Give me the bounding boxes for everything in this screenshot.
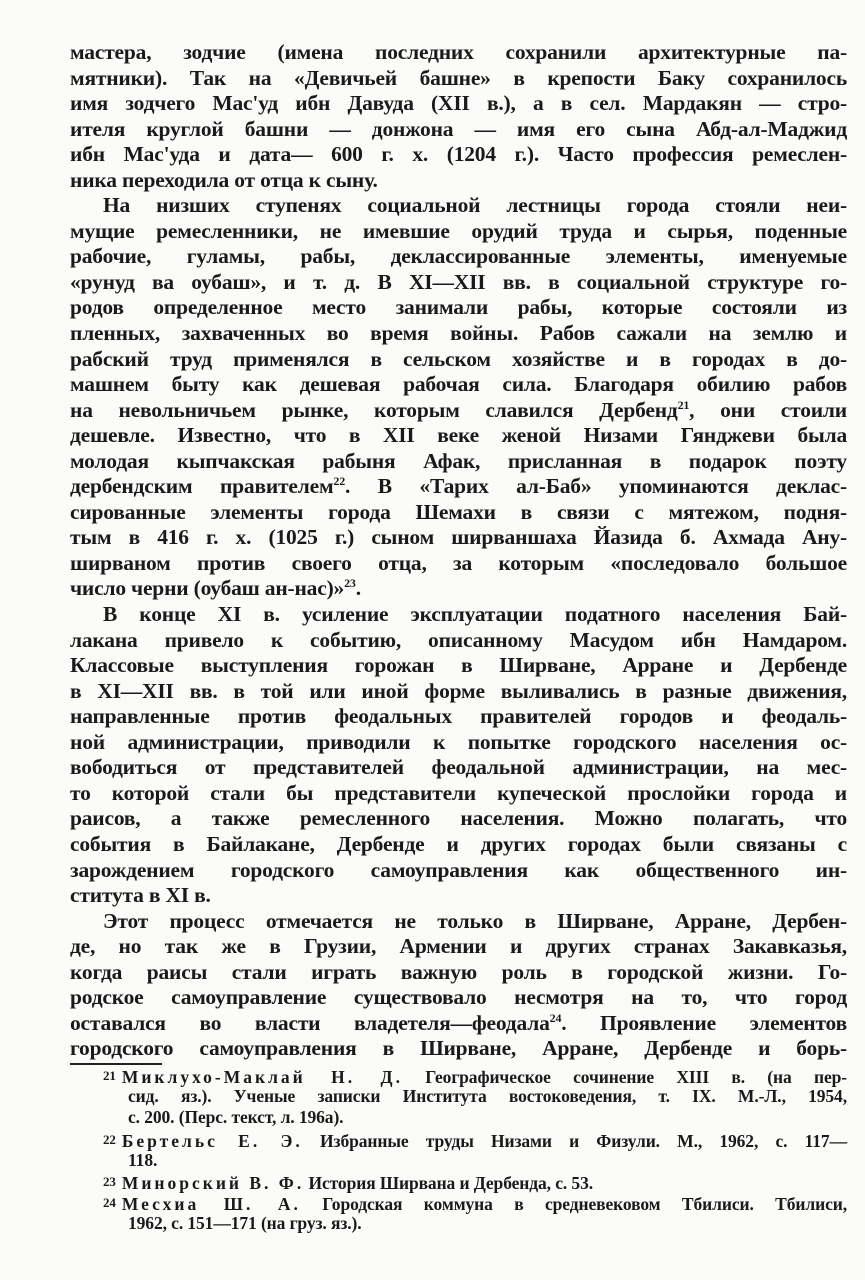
text-line: ширваном против своего отца, за которым «последовало большое	[70, 550, 847, 575]
text-line: рабочие, гуламы, рабы, деклассированные элементы, именуемые	[70, 244, 847, 269]
text-line: родское самоуправление существовало несмотря на то, что город	[70, 985, 847, 1010]
footnote-ref-22[interactable]: 22	[333, 474, 346, 489]
text-line: молодая кыпчакская рабыня Афак, присланная в подарок поэту	[70, 448, 847, 473]
text-line: вободиться от представителей феодальной администрации, на мес-	[70, 755, 847, 780]
footnotes	[103, 1065, 847, 1235]
text-line: де, но так же в Грузии, Армении и других странах Закавказья,	[70, 934, 847, 959]
text-line: мущие ремесленники, не имевшие орудий труда и сырья, поденные	[70, 218, 847, 243]
text-line: ной администрации, приводили к попытке городского населения ос-	[70, 729, 847, 754]
text-segment: число черни (оубаш ан-нас)»	[70, 576, 345, 601]
text-line: ника переходила от отца к сыну.	[70, 167, 378, 192]
text-line: дешевле. Известно, что в XII веке женой Низами Гянджеви была	[70, 423, 847, 448]
footnote-text: сид. яз.). Ученые записки Института востоковедения, т. IX. М.-Л., 1954,	[128, 1086, 847, 1107]
text-line: раисов, а также ремесленного населения. Можно полагать, что	[70, 806, 847, 831]
text-line: городского самоуправления в Ширване, Арране, Дербенде и борь-	[70, 1036, 847, 1061]
footnote-text: Городская коммуна в средневековом Тбилиси. Тбилиси,	[322, 1194, 847, 1215]
footnote-number: 22	[103, 1131, 116, 1147]
footnote-ref-21[interactable]: 21	[677, 397, 690, 412]
text-line	[70, 398, 847, 424]
footnote-ref-24[interactable]: 24	[549, 1010, 562, 1025]
footnote-author: Бертельс Е. Э.	[121, 1130, 303, 1151]
text-line: «рунуд ва оубаш», и т. д. В XI—XII вв. в социальной структуре го-	[70, 269, 847, 294]
footnote-text: Географическое сочинение XIII в. (на пер-	[425, 1067, 847, 1087]
footnote-text: Избранные труды Низами и Физули. М., 1962, с. 117—	[320, 1130, 847, 1151]
footnote-text: 1962, с. 151—171 (на груз. яз.).	[128, 1213, 362, 1234]
paragraph-start-line: В конце XI в. усиление эксплуатации податного населения Бай-	[103, 602, 847, 627]
text-line: то которой стали бы представители купеческой прослойки города и	[70, 780, 847, 805]
footnote-author: Месхиа Ш. А.	[121, 1194, 301, 1215]
footnote-22	[103, 1129, 847, 1150]
footnote-ref-23[interactable]: 23	[344, 576, 356, 591]
text-line: в XI—XII вв. в той или иной форме выливались в разные движения,	[70, 678, 847, 703]
text-line: имя зодчего Мас'уд ибн Давуда (XII в.), а в сел. Мардакян — стро-	[70, 91, 847, 116]
text-segment: . В «Тарих ал-Баб» упоминаются деклас-	[345, 474, 847, 499]
text-segment: .	[355, 576, 361, 601]
text-line: мятники). Так на «Девичьей башне» в крепости Баку сохранилось	[70, 65, 847, 90]
footnote-number: 23	[103, 1173, 116, 1189]
text-line: пленных, захваченных во время войны. Рабов сажали на землю и	[70, 321, 847, 346]
text-line: родов определенное место занимали рабы, которые состояли из	[70, 295, 847, 320]
text-line: сированные элементы города Шемахи в связи с мятежом, подня-	[70, 499, 847, 524]
text-segment: . Проявление элементов	[561, 1010, 847, 1035]
text-line: когда раисы стали играть важную роль в городской жизни. Го-	[70, 959, 847, 984]
text-line: лакана привело к событию, описанному Масудом ибн Намдаром.	[70, 627, 847, 652]
text-line: рабский труд применялся в сельском хозяйстве и в городах в до-	[70, 346, 847, 371]
text-line: зарождением городского самоуправления как общественного ин-	[70, 857, 847, 882]
footnote-number: 21	[103, 1068, 116, 1083]
text-line: тым в 416 г. х. (1025 г.) сыном ширваншаха Йазида б. Ахмада Ану-	[70, 525, 847, 550]
footnote-author: Минорский В. Ф.	[121, 1172, 305, 1193]
text-segment: дербендским правителем	[70, 474, 334, 499]
text-line: ибн Мас'уда и дата— 600 г. х. (1204 г.). Часто профессия ремеслен-	[70, 142, 847, 167]
text-line: ителя круглой башни — донжона — имя его сына Абд-ал-Маджид	[70, 116, 847, 141]
text-segment: на невольничьем рынке, которым славился Дербенд	[70, 397, 678, 422]
text-line: направленные против феодальных правителей городов и феодаль-	[70, 704, 847, 729]
footnote-text: История Ширвана и Дербенда, с. 53.	[308, 1172, 594, 1193]
paragraph-start-line: На низших ступенях социальной лестницы города стояли неи-	[103, 193, 847, 218]
text-line	[70, 1011, 847, 1037]
text-line	[70, 576, 847, 602]
text-line: события в Байлакане, Дербенде и других городах были связаны с	[70, 831, 847, 856]
main-text	[70, 40, 847, 1062]
footnote-text: с. 200. (Перс. текст, л. 196а).	[128, 1107, 344, 1128]
text-line	[70, 474, 847, 500]
footnote-23	[103, 1171, 847, 1192]
text-segment: , они стоили	[689, 397, 847, 422]
footnote-author: Миклухо-Маклай Н. Д.	[121, 1067, 403, 1087]
footnote-number: 24	[103, 1195, 116, 1211]
text-line: ститута в XI в.	[70, 883, 211, 908]
footnote-text: 118.	[128, 1149, 158, 1170]
text-line: мастера, зодчие (имена последних сохранили архитектурные па-	[70, 40, 847, 64]
footnote-21	[103, 1065, 847, 1086]
paragraph-start-line: Этот процесс отмечается не только в Ширване, Арране, Дербен-	[103, 908, 847, 933]
footnote-24	[103, 1192, 847, 1213]
text-segment: оставался во власти владетеля—феодала	[70, 1010, 550, 1035]
text-line: Классовые выступления горожан в Ширване, Арране и Дербенде	[70, 653, 847, 678]
text-line: машнем быту как дешевая рабочая сила. Благодаря обилию рабов	[70, 372, 847, 397]
